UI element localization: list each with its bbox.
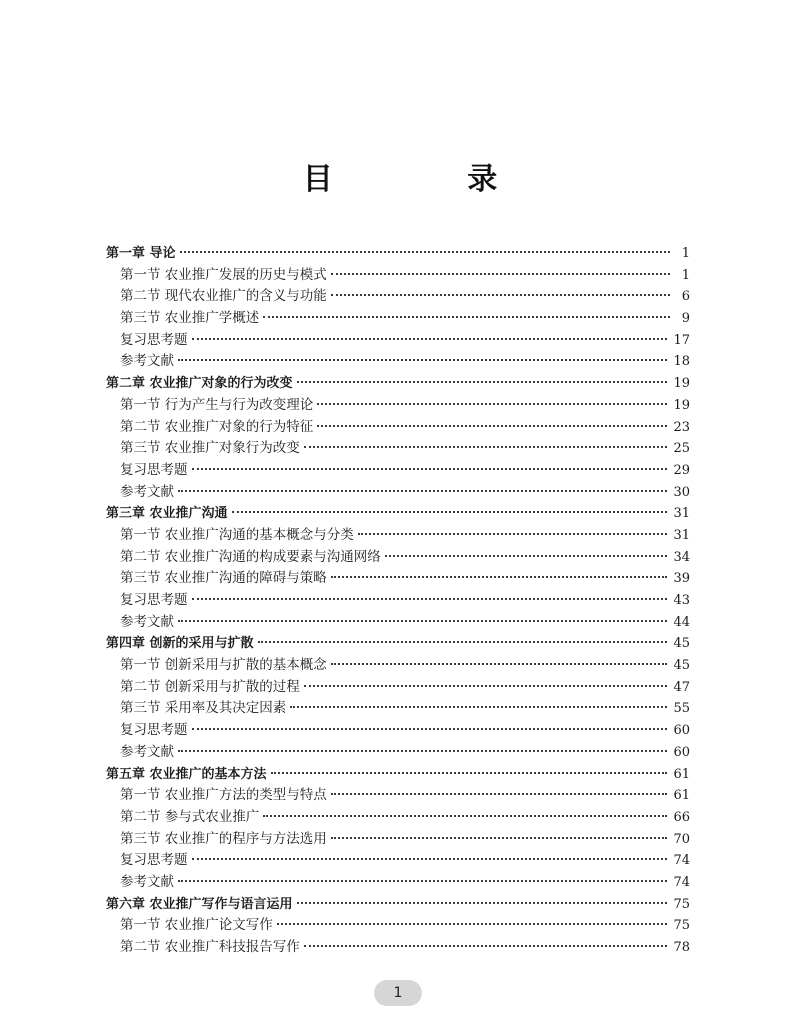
dot-leader xyxy=(297,902,668,904)
page-title: 目 录 xyxy=(302,162,560,197)
dot-leader xyxy=(317,403,667,405)
toc-entry-label: 第一节 创新采用与扩散的基本概念 xyxy=(120,657,327,674)
toc-section-entry[interactable] xyxy=(106,525,690,547)
toc-entry-label: 参考文献 xyxy=(120,743,174,760)
toc-entry-page-number: 75 xyxy=(673,918,690,934)
dot-leader xyxy=(304,446,668,448)
dot-leader xyxy=(297,381,668,383)
toc-section-entry[interactable] xyxy=(106,438,690,460)
dot-leader xyxy=(192,858,668,860)
toc-section-entry[interactable] xyxy=(106,265,690,287)
toc-entry-label: 第六章 农业推广写作与语言运用 xyxy=(106,896,293,912)
toc-entry-label: 第二章 农业推广对象的行为改变 xyxy=(106,376,293,392)
dot-leader xyxy=(290,706,667,708)
dot-leader xyxy=(178,620,667,622)
toc-chapter-entry[interactable] xyxy=(106,243,690,265)
toc-entry-page-number: 23 xyxy=(673,419,690,435)
toc-chapter-entry[interactable] xyxy=(106,373,690,395)
toc-section-entry[interactable] xyxy=(106,655,690,677)
dot-leader xyxy=(304,945,668,947)
toc-entry-label: 第二节 农业推广科技报告写作 xyxy=(120,939,300,955)
dot-leader xyxy=(304,685,668,687)
toc-entry-page-number: 18 xyxy=(673,354,690,370)
toc-entry-page-number: 17 xyxy=(673,332,690,348)
toc-section-entry[interactable] xyxy=(106,720,690,742)
toc-entry-label: 参考文献 xyxy=(120,873,174,890)
toc-section-entry[interactable] xyxy=(106,612,690,634)
table-of-contents xyxy=(106,243,690,959)
toc-chapter-entry[interactable] xyxy=(106,764,690,786)
toc-entry-label: 第一节 农业推广论文写作 xyxy=(120,917,273,934)
toc-entry-label: 第一节 农业推广发展的历史与模式 xyxy=(120,266,327,283)
toc-entry-page-number: 39 xyxy=(673,571,690,587)
dot-leader xyxy=(385,555,668,557)
toc-entry-page-number: 25 xyxy=(673,441,690,457)
dot-leader xyxy=(358,533,668,535)
dot-leader xyxy=(331,663,668,665)
toc-section-entry[interactable] xyxy=(106,417,690,439)
dot-leader xyxy=(331,273,670,275)
toc-section-entry[interactable] xyxy=(106,482,690,504)
toc-entry-label: 第二节 农业推广沟通的构成要素与沟通网络 xyxy=(120,548,381,565)
toc-entry-label: 复习思考题 xyxy=(120,592,188,608)
toc-entry-label: 第一节 农业推广沟通的基本概念与分类 xyxy=(120,526,354,543)
toc-entry-page-number: 1 xyxy=(681,267,690,283)
toc-entry-page-number: 31 xyxy=(673,527,690,543)
dot-leader xyxy=(317,425,667,427)
toc-section-entry[interactable] xyxy=(106,308,690,330)
dot-leader xyxy=(180,251,670,253)
dot-leader xyxy=(178,359,667,361)
toc-section-entry[interactable] xyxy=(106,742,690,764)
toc-entry-label: 第二节 创新采用与扩散的过程 xyxy=(120,678,300,695)
dot-leader xyxy=(331,793,668,795)
toc-entry-label: 第三章 农业推广沟通 xyxy=(106,506,228,522)
toc-entry-page-number: 19 xyxy=(673,397,690,413)
toc-entry-page-number: 70 xyxy=(673,831,690,847)
toc-entry-page-number: 78 xyxy=(673,940,690,955)
dot-leader xyxy=(331,294,670,296)
toc-entry-label: 复习思考题 xyxy=(120,461,188,478)
toc-section-entry[interactable] xyxy=(106,677,690,699)
toc-entry-label: 第一章 导论 xyxy=(106,246,176,261)
toc-entry-page-number: 47 xyxy=(673,679,690,695)
toc-section-entry[interactable] xyxy=(106,915,690,937)
toc-entry-label: 参考文献 xyxy=(120,353,174,370)
toc-chapter-entry[interactable] xyxy=(106,633,690,655)
dot-leader xyxy=(271,772,668,774)
toc-section-entry[interactable] xyxy=(106,286,690,308)
toc-entry-page-number: 6 xyxy=(681,289,690,305)
toc-entry-page-number: 1 xyxy=(681,246,690,261)
toc-section-entry[interactable] xyxy=(106,547,690,569)
toc-section-entry[interactable] xyxy=(106,590,690,612)
toc-section-entry[interactable] xyxy=(106,698,690,720)
toc-entry-label: 参考文献 xyxy=(120,483,174,500)
page-number-badge: 1 xyxy=(374,980,422,1006)
toc-entry-page-number: 74 xyxy=(673,853,690,869)
toc-entry-label: 第三节 农业推广学概述 xyxy=(120,310,260,327)
dot-leader xyxy=(192,338,668,340)
toc-entry-label: 第三节 采用率及其决定因素 xyxy=(120,700,287,717)
toc-entry-page-number: 45 xyxy=(673,636,690,652)
toc-entry-label: 第一节 农业推广方法的类型与特点 xyxy=(120,787,327,804)
dot-leader xyxy=(192,598,668,600)
toc-entry-page-number: 61 xyxy=(673,788,690,804)
toc-entry-page-number: 9 xyxy=(681,311,690,327)
dot-leader xyxy=(192,468,668,470)
toc-entry-label: 复习思考题 xyxy=(120,722,188,739)
toc-section-entry[interactable] xyxy=(106,460,690,482)
toc-entry-label: 参考文献 xyxy=(120,613,174,630)
toc-entry-label: 第二节 农业推广对象的行为特征 xyxy=(120,418,314,435)
toc-entry-page-number: 29 xyxy=(673,462,690,478)
dot-leader xyxy=(258,641,668,643)
dot-leader xyxy=(263,316,670,318)
dot-leader xyxy=(331,837,668,839)
toc-entry-label: 复习思考题 xyxy=(120,331,188,348)
toc-entry-page-number: 31 xyxy=(673,506,690,522)
toc-entry-page-number: 61 xyxy=(673,766,690,782)
toc-chapter-entry[interactable] xyxy=(106,503,690,525)
toc-entry-label: 第四章 创新的采用与扩散 xyxy=(106,636,254,652)
toc-section-entry[interactable] xyxy=(106,829,690,851)
dot-leader xyxy=(192,728,668,730)
toc-entry-page-number: 45 xyxy=(673,658,690,674)
toc-section-entry[interactable] xyxy=(106,395,690,417)
toc-section-entry[interactable] xyxy=(106,568,690,590)
dot-leader xyxy=(232,511,668,513)
toc-entry-page-number: 60 xyxy=(673,744,690,760)
toc-entry-page-number: 60 xyxy=(673,723,690,739)
toc-entry-page-number: 66 xyxy=(673,809,690,825)
toc-section-entry[interactable] xyxy=(106,937,690,959)
toc-entry-page-number: 75 xyxy=(673,896,690,912)
toc-entry-page-number: 74 xyxy=(673,874,690,890)
toc-entry-page-number: 34 xyxy=(673,549,690,565)
toc-section-entry[interactable] xyxy=(106,351,690,373)
toc-entry-page-number: 19 xyxy=(673,376,690,392)
toc-section-entry[interactable] xyxy=(106,330,690,352)
toc-entry-label: 第三节 农业推广的程序与方法选用 xyxy=(120,830,327,847)
dot-leader xyxy=(277,923,668,925)
toc-entry-label: 第三节 农业推广对象行为改变 xyxy=(120,440,300,457)
dot-leader xyxy=(178,750,667,752)
toc-section-entry[interactable] xyxy=(106,850,690,872)
toc-entry-label: 第五章 农业推广的基本方法 xyxy=(106,766,267,782)
toc-entry-label: 第三节 农业推广沟通的障碍与策略 xyxy=(120,570,327,587)
toc-entry-page-number: 44 xyxy=(673,614,690,630)
toc-entry-label: 复习思考题 xyxy=(120,852,188,869)
toc-entry-page-number: 55 xyxy=(673,701,690,717)
dot-leader xyxy=(178,880,667,882)
dot-leader xyxy=(331,576,668,578)
toc-chapter-entry[interactable] xyxy=(106,894,690,916)
dot-leader xyxy=(178,490,667,492)
toc-entry-page-number: 30 xyxy=(673,484,690,500)
toc-section-entry[interactable] xyxy=(106,807,690,829)
toc-section-entry[interactable] xyxy=(106,872,690,894)
dot-leader xyxy=(263,815,667,817)
toc-entry-label: 第一节 行为产生与行为改变理论 xyxy=(120,396,314,413)
toc-entry-label: 第二节 现代农业推广的含义与功能 xyxy=(120,288,327,305)
toc-entry-page-number: 43 xyxy=(673,593,690,608)
toc-entry-label: 第二节 参与式农业推广 xyxy=(120,808,260,825)
toc-section-entry[interactable] xyxy=(106,785,690,807)
